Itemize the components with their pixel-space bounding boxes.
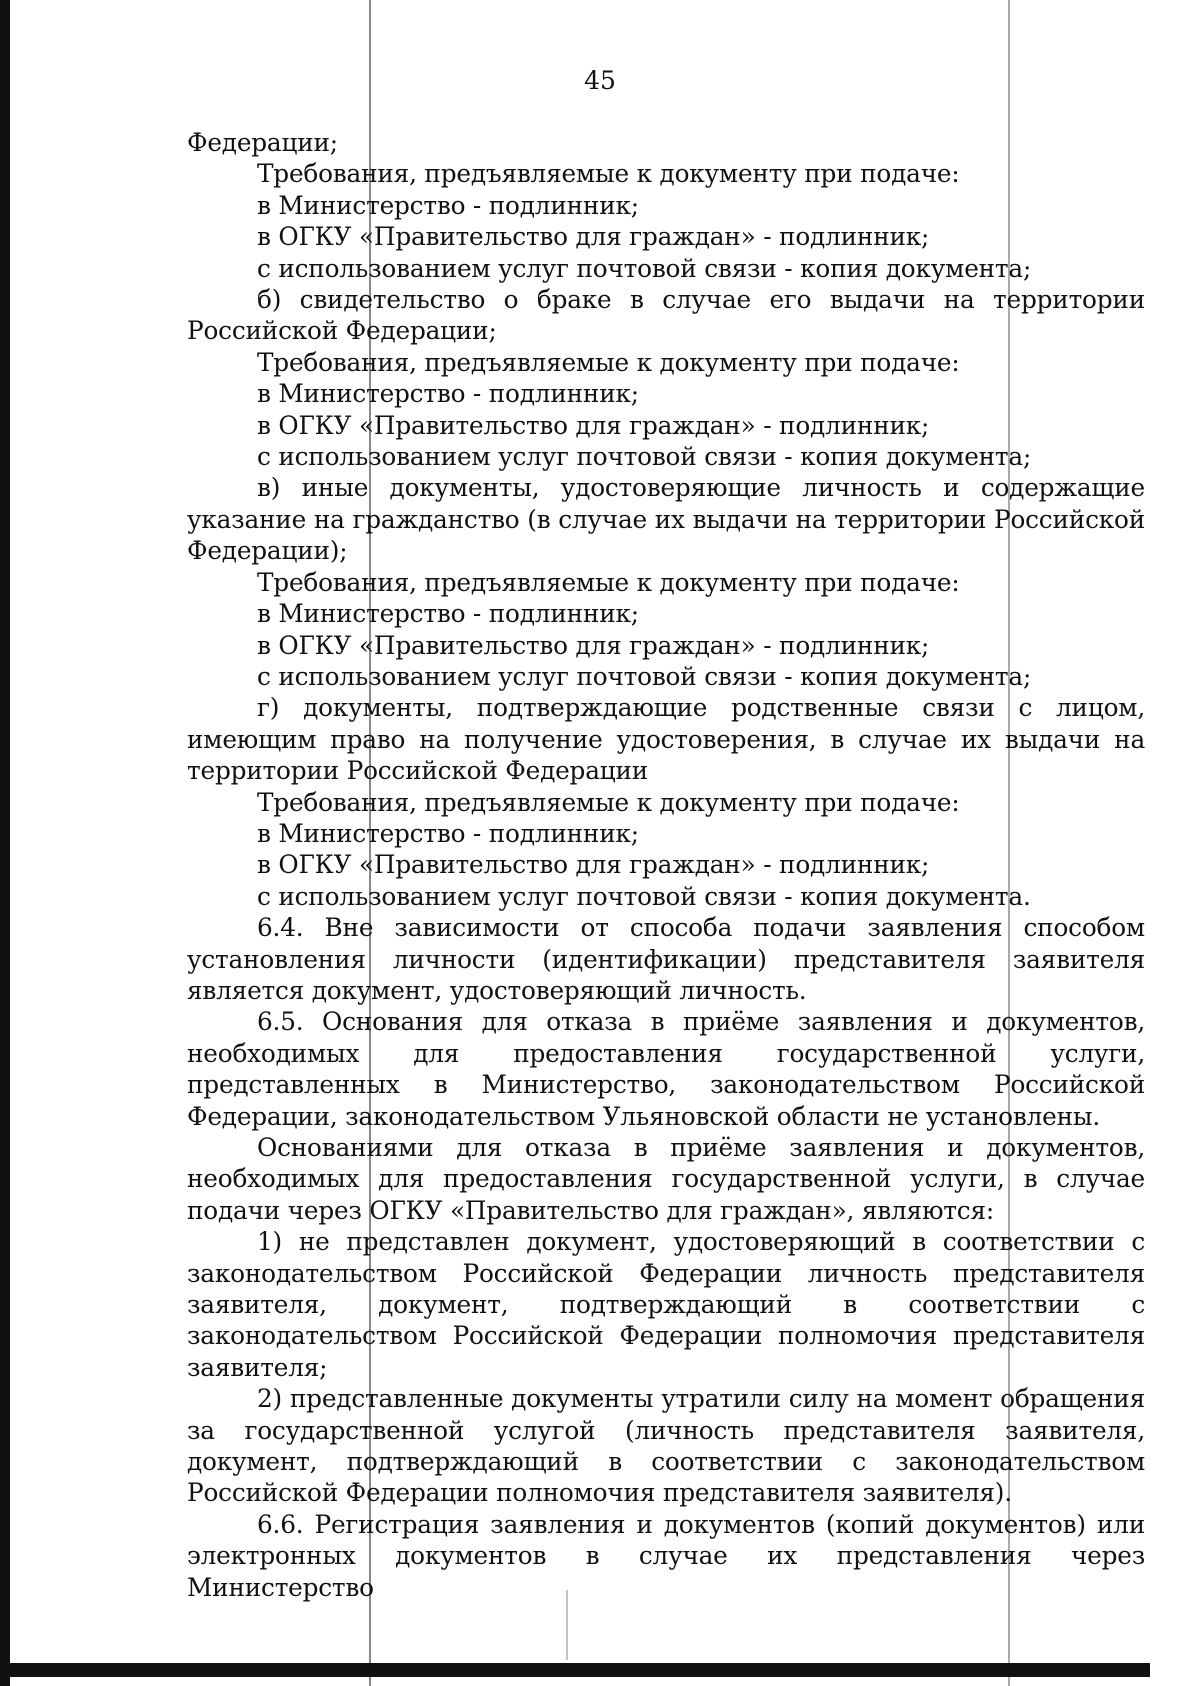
scan-bottom-border [0,1663,1150,1677]
paragraph: 1) не представлен документ, удостоверяющий в соответствии с законодательством Российской Федерации личность представителя заявителя, документ, подтверждающий в соответствии с законодательством Российской Федерации полномочия представителя заявителя; [187,1227,1145,1382]
paragraph: с использованием услуг почтовой связи - копия документа; [257,442,1032,472]
paragraph: в ОГКУ «Правительство для граждан» - подлинник; [257,222,930,252]
paragraph: г) документы, подтверждающие родственные связи с лицом, имеющим право на получение удостоверения, в случае их выдачи на территории Российской Федерации [187,693,1145,786]
paragraph: Федерации; [187,128,338,157]
paragraph: 6.4. Вне зависимости от способа подачи заявления способом установления личности (идентификации) представителя заявителя является документ, удостоверяющий личность. [187,913,1145,1005]
scan-left-border [0,0,10,1686]
paragraph: в ОГКУ «Правительство для граждан» - подлинник; [257,410,930,440]
paragraph: с использованием услуг почтовой связи - копия документа; [257,661,1032,691]
paragraph: Основаниями для отказа в приёме заявления и документов, необходимых для предоставления государственной услуги, в случае подачи через ОГКУ «Правительство для граждан», являются: [187,1133,1145,1225]
document-body [187,127,1145,1603]
paragraph: в Министерство - подлинник; [257,818,639,848]
paragraph: в Министерство - подлинник; [257,599,639,629]
paragraph: в ОГКУ «Правительство для граждан» - подлинник; [257,850,930,880]
paragraph: с использованием услуг почтовой связи - копия документа; [257,253,1032,283]
paragraph: в Министерство - подлинник; [257,190,639,220]
paragraph: Требования, предъявляемые к документу при подаче: [257,159,960,189]
paragraph: в) иные документы, удостоверяющие личность и содержащие указание на гражданство (в случае их выдачи на территории Российской Федерации); [187,473,1145,566]
paragraph: 6.5. Основания для отказа в приёме заявления и документов, необходимых для предоставления государственной услуги, представленных в Министерство, законодательством Российской Федерации, законодательством Ульяновской области не установлены. [187,1007,1145,1131]
paragraph: б) свидетельство о браке в случае его выдачи на территории Российской Федерации; [187,285,1145,346]
paragraph: с использованием услуг почтовой связи - копия документа. [257,881,1031,911]
paragraph: в Министерство - подлинник; [257,379,639,409]
paragraph: 6.6. Регистрация заявления и документов (копий документов) или электронных документов в случае их представления через Министерство [187,1509,1145,1602]
paragraph: в ОГКУ «Правительство для граждан» - подлинник; [257,630,930,660]
paragraph: 2) представленные документы утратили силу на момент обращения за государственной услугой (личность представителя заявителя, документ, подтверждающий в соответствии с законодательством Российской Федерации полномочия представителя заявителя). [187,1384,1145,1508]
page-number: 45 [584,66,616,95]
paragraph: Требования, предъявляемые к документу при подаче: [257,787,960,817]
paragraph: Требования, предъявляемые к документу при подаче: [257,567,960,597]
paragraph: Требования, предъявляемые к документу при подаче: [257,347,960,377]
